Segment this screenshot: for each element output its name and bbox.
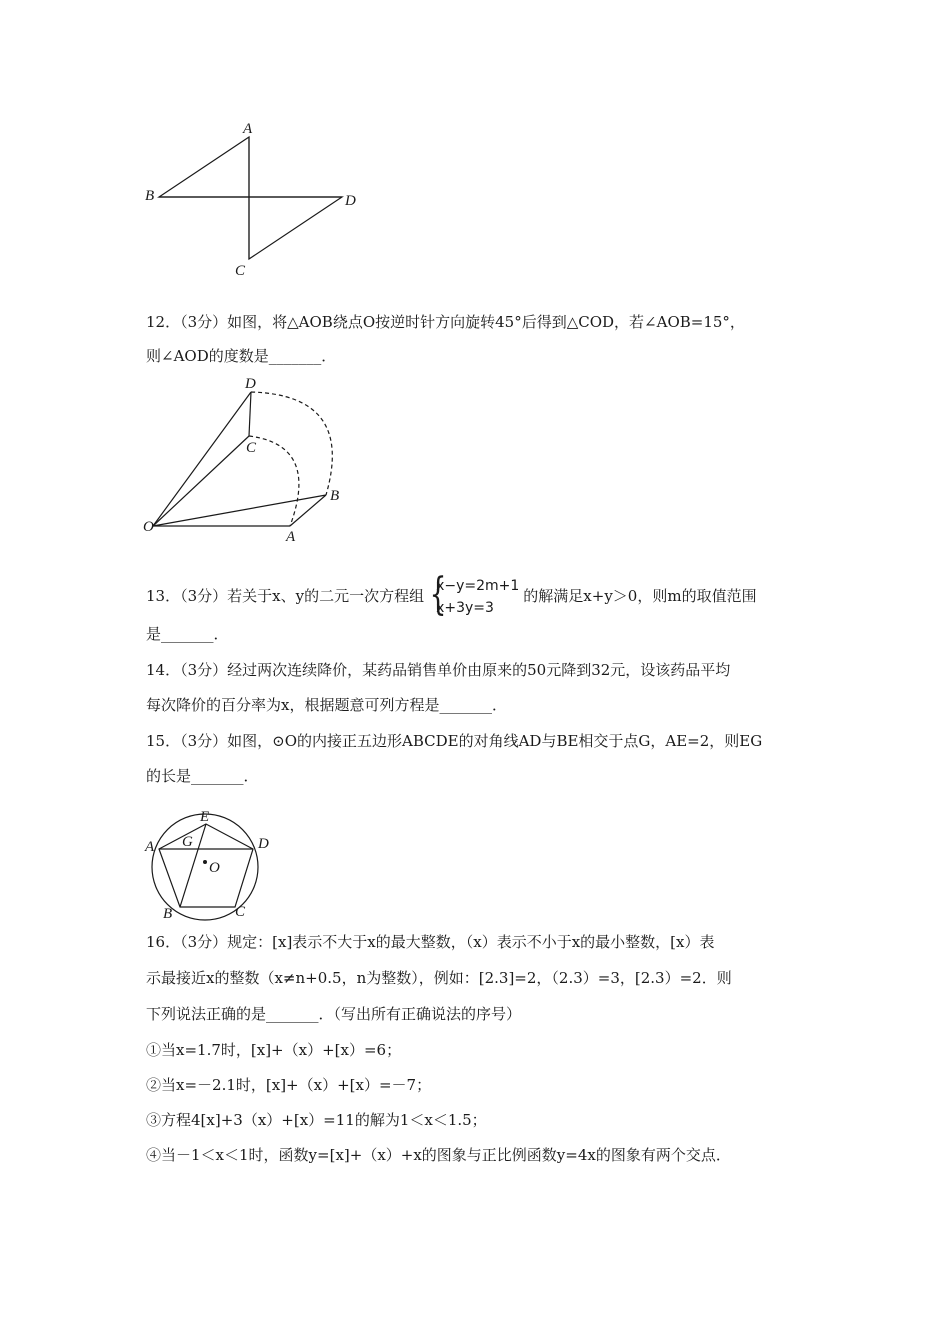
label-d: D: [258, 836, 269, 852]
equation-system: { x−y=2m+1 x+3y=3: [429, 569, 520, 620]
label-c: C: [246, 440, 257, 456]
label-g: G: [182, 834, 193, 850]
equation-2: x+3y=3: [436, 600, 494, 616]
label-e: E: [200, 809, 210, 825]
label-b: B: [330, 488, 340, 504]
label-o: O: [143, 519, 154, 535]
q15-line1: 15．（3分）如图，⊙O的内接正五边形ABCDE的对角线AD与BE相交于点G，AE=2，则EG: [146, 732, 763, 750]
q16-item-1: ①当x=1.7时，[x]+（x）+[x）=6；: [146, 1041, 402, 1059]
center-point: [203, 860, 207, 864]
label-d: D: [245, 376, 256, 392]
q16-item-2: ②当x=－2.1时，[x]+（x）+[x）=－7；: [146, 1076, 432, 1094]
q14-line2: 每次降价的百分率为x，根据题意可列方程是_______．: [146, 696, 507, 714]
pentagon-abcde: [159, 824, 253, 907]
q16-item-4: ④当－1＜x＜1时，函数y=[x]+（x）+x的图象与正比例函数y=4x的图象有两个交点．: [146, 1146, 731, 1164]
q14-line1: 14．（3分）经过两次连续降价，某药品销售单价由原来的50元降到32元，设该药品平均: [146, 661, 731, 679]
q16-line3: 下列说法正确的是_______．（写出所有正确说法的序号）: [146, 1005, 522, 1023]
label-c: C: [235, 263, 246, 279]
label-c: C: [235, 904, 246, 920]
q16-line2: 示最接近x的整数（x≠n+0.5，n为整数），例如：[2.3]=2，（2.3）=3，[2.3）=2．则: [146, 969, 732, 987]
q12-line2: 则∠AOD的度数是_______．: [146, 347, 337, 365]
label-b: B: [163, 906, 173, 922]
equation-1: x−y=2m+1: [436, 578, 520, 594]
label-d: D: [345, 193, 356, 209]
q16-item-3: ③方程4[x]+3（x）+[x）=11的解为1＜x＜1.5；: [146, 1111, 487, 1129]
label-o: O: [209, 860, 220, 876]
q13-line2: 是_______．: [146, 625, 229, 643]
label-a: A: [243, 121, 253, 137]
q13-post: 的解满足x+y＞0，则m的取值范围: [523, 587, 757, 605]
q12-line1: 12．（3分）如图，将△AOB绕点O按逆时针方向旋转45°后得到△COD，若∠AOB=15°，: [146, 313, 745, 331]
label-a: A: [286, 529, 296, 545]
q15-line2: 的长是_______．: [146, 767, 259, 785]
label-b: B: [145, 188, 155, 204]
q13-pre: 13．（3分）若关于x、y的二元一次方程组: [146, 587, 425, 605]
label-a: A: [145, 839, 155, 855]
q16-line1: 16．（3分）规定：[x]表示不大于x的最大整数，（x）表示不小于x的最小整数，[x）表: [146, 933, 715, 951]
